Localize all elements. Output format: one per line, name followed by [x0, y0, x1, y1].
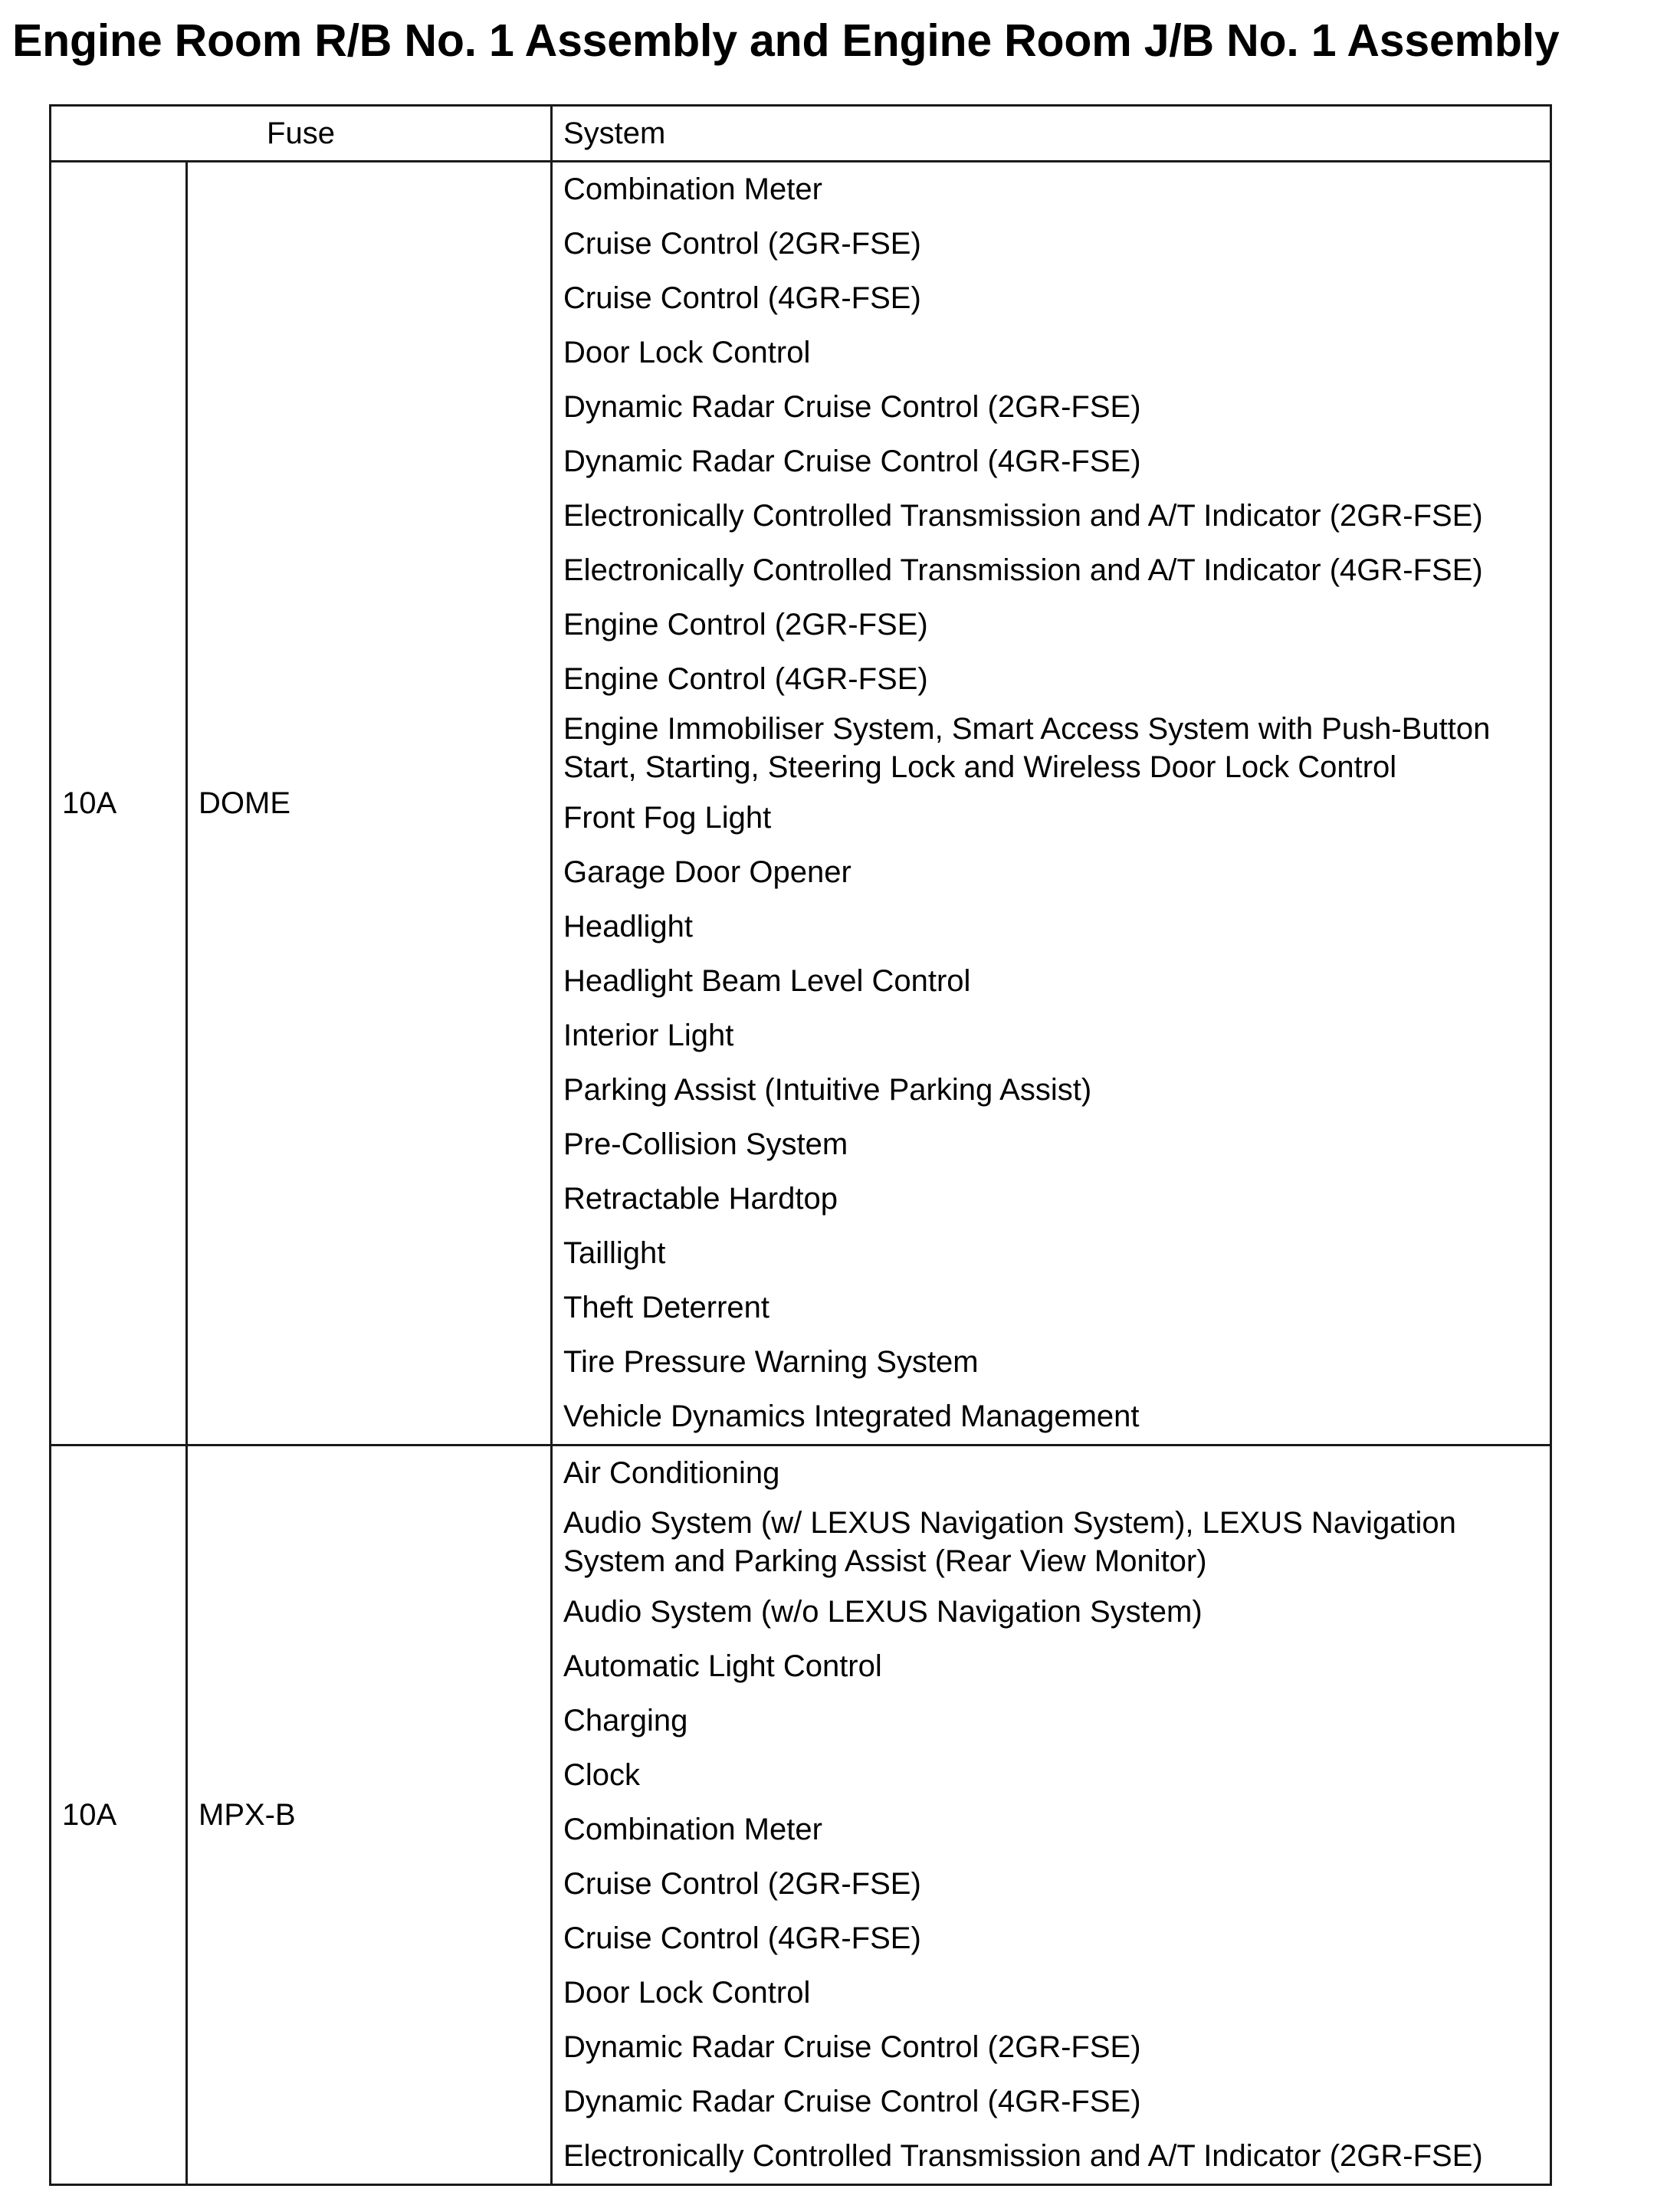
fuse-name-cell: MPX-B: [187, 1445, 552, 2185]
system-list: [563, 1446, 1539, 2184]
system-list: [563, 162, 1539, 1444]
system-list-item: Headlight Beam Level Control: [563, 964, 971, 998]
fuse-amperage-cell: 10A: [51, 1445, 187, 2185]
system-list-item: Retractable Hardtop: [563, 1182, 838, 1216]
system-list-cell: [552, 1445, 1551, 2185]
system-list-item: Automatic Light Control: [563, 1649, 882, 1683]
system-list-cell: [552, 162, 1551, 1445]
table-header-row: [51, 106, 1551, 162]
system-list-item: Dynamic Radar Cruise Control (4GR-FSE): [563, 445, 1141, 478]
system-list-item: Air Conditioning: [563, 1456, 780, 1490]
system-list-item: Cruise Control (4GR-FSE): [563, 281, 921, 315]
system-list-item: Door Lock Control: [563, 336, 811, 369]
system-list-item: Combination Meter: [563, 172, 822, 206]
system-list-item: Door Lock Control: [563, 1976, 811, 2010]
page-title: Engine Room R/B No. 1 Assembly and Engine Room J/B No. 1 Assembly: [12, 15, 1560, 66]
table-row: [51, 162, 1551, 1445]
fuse-name-cell: DOME: [187, 162, 552, 1445]
system-list-item: Interior Light: [563, 1019, 734, 1052]
system-list-item: Headlight: [563, 910, 694, 943]
system-list-item: Cruise Control (2GR-FSE): [563, 1867, 921, 1901]
system-list-item: Garage Door Opener: [563, 855, 851, 889]
system-list-item: Audio System (w/o LEXUS Navigation System): [563, 1595, 1203, 1629]
system-list-item: Tire Pressure Warning System: [563, 1345, 979, 1379]
system-list-item: Dynamic Radar Cruise Control (2GR-FSE): [563, 2030, 1141, 2064]
system-list-item: Dynamic Radar Cruise Control (2GR-FSE): [563, 390, 1141, 424]
system-list-item: Vehicle Dynamics Integrated Management: [563, 1400, 1140, 1433]
system-list-item: Clock: [563, 1758, 641, 1792]
system-list-item: Front Fog Light: [563, 801, 772, 835]
fuse-amperage-cell: 10A: [51, 162, 187, 1445]
system-list-item: Electronically Controlled Transmission and A/T Indicator (4GR-FSE): [563, 553, 1483, 587]
system-list-item: Electronically Controlled Transmission and A/T Indicator (2GR-FSE): [563, 2139, 1483, 2173]
system-list-item: Engine Immobiliser System, Smart Access System with Push-Button Start, Starting, Steering Lock and Wireless Door Lock Control: [563, 712, 1491, 784]
system-list-item: Combination Meter: [563, 1813, 822, 1846]
system-column-header: System: [552, 106, 1551, 162]
system-list-item: Pre-Collision System: [563, 1127, 848, 1161]
system-list-item: Theft Deterrent: [563, 1291, 770, 1324]
system-list-item: Electronically Controlled Transmission and A/T Indicator (2GR-FSE): [563, 499, 1483, 533]
fuse-table: [49, 104, 1552, 2186]
table-row: [51, 1445, 1551, 2185]
system-list-item: Engine Control (2GR-FSE): [563, 608, 928, 642]
system-list-item: Cruise Control (4GR-FSE): [563, 1921, 921, 1955]
fuse-column-header: Fuse: [51, 106, 552, 162]
table-body: [51, 162, 1551, 2185]
system-list-item: Audio System (w/ LEXUS Navigation System), LEXUS Navigation System and Parking Assist (Rear View Monitor): [563, 1506, 1456, 1578]
system-list-item: Parking Assist (Intuitive Parking Assist): [563, 1073, 1092, 1107]
system-list-item: Taillight: [563, 1236, 666, 1270]
system-list-item: Charging: [563, 1704, 688, 1738]
system-list-item: Dynamic Radar Cruise Control (4GR-FSE): [563, 2085, 1141, 2118]
system-list-item: Engine Control (4GR-FSE): [563, 662, 928, 696]
system-list-item: Cruise Control (2GR-FSE): [563, 227, 921, 261]
